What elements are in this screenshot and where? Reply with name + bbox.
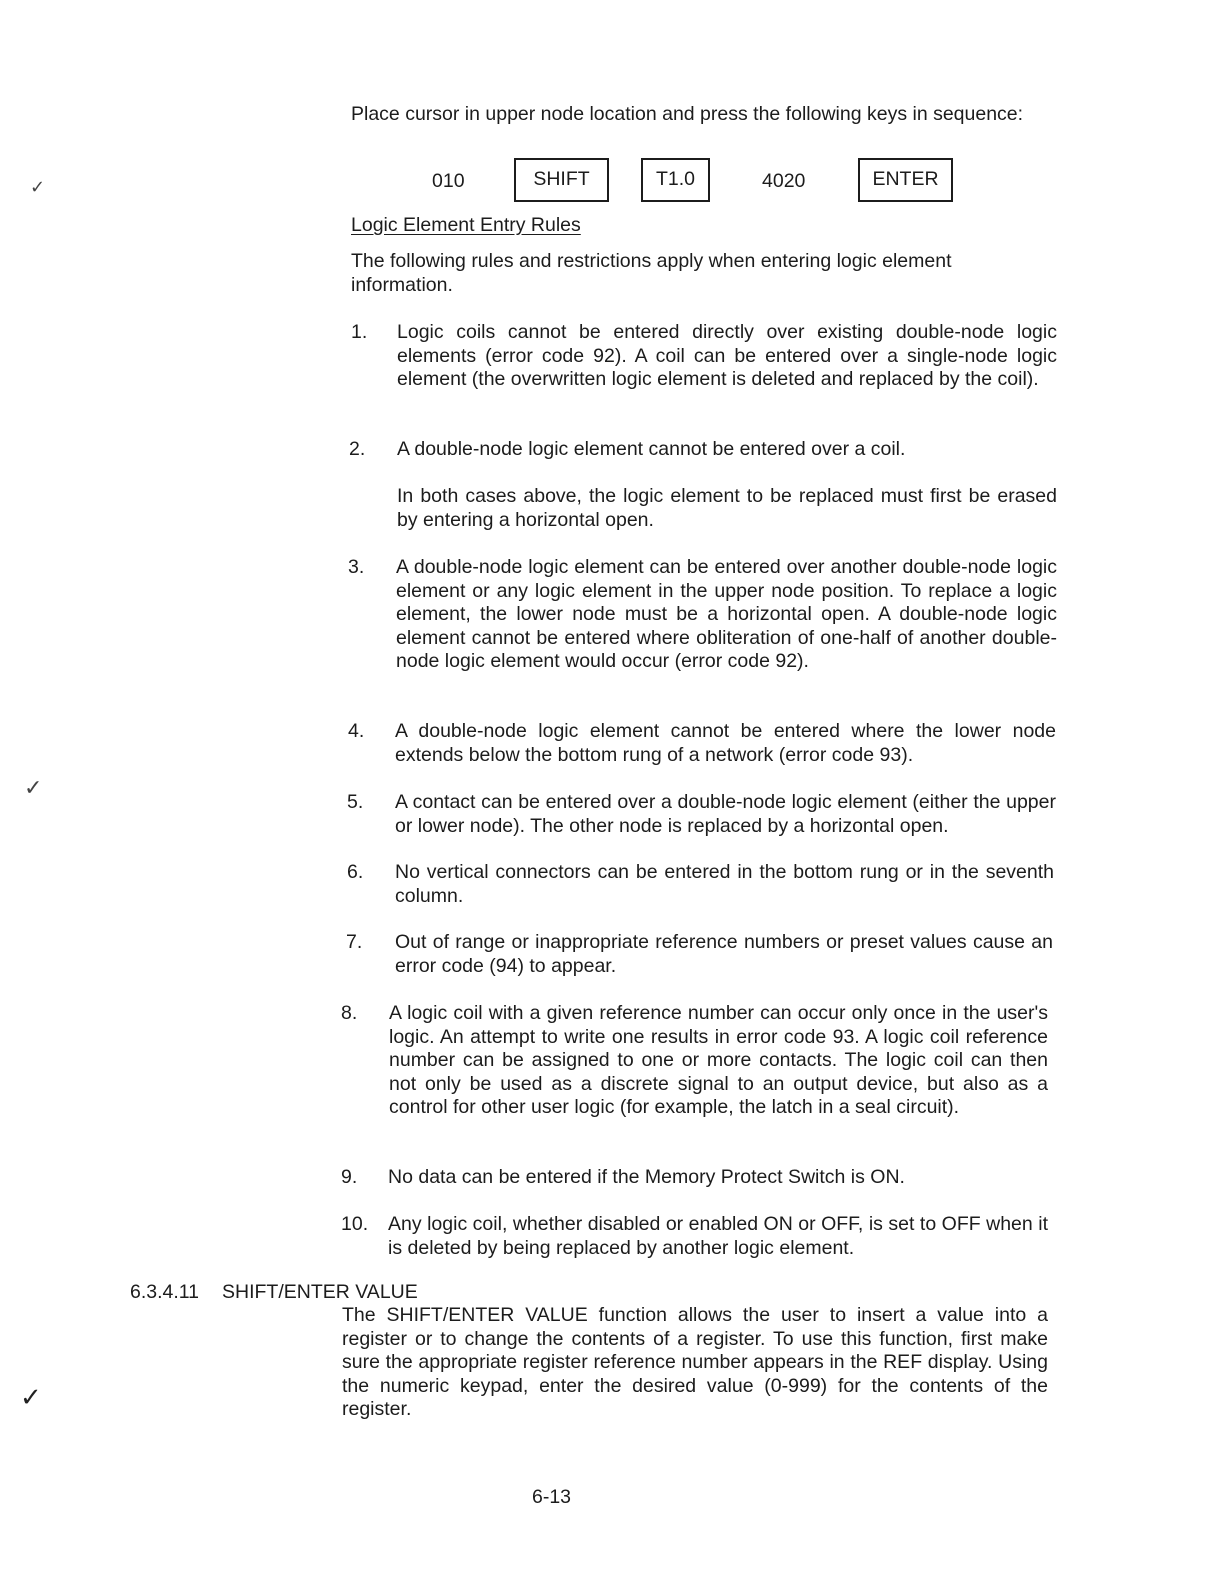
rules-heading: Logic Element Entry Rules (351, 214, 581, 236)
rule-number: 9. (341, 1166, 358, 1188)
section-body: The SHIFT/ENTER VALUE function allows the user to insert a value into a register or to change the contents of a register. To use this function, first make sure the appropriate register reference number appears in the REF display. Using the numeric keypad, enter the desired value (0-999) for the contents of the register. (342, 1304, 1048, 1420)
rule-note: In both cases above, the logic element to be replaced must first be erased by entering a horizontal open. (397, 485, 1057, 531)
rule-number: 10. (341, 1213, 369, 1235)
rule-number: 1. (351, 321, 368, 343)
rule-number: 7. (346, 931, 363, 953)
rule-text: A double-node logic element cannot be entered over a coil. (397, 438, 906, 460)
rules-intro: The following rules and restrictions apply when entering logic element information. (351, 250, 952, 296)
rule-number: 5. (347, 791, 364, 813)
rule-text: A logic coil with a given reference number can occur only once in the user's logic. An attempt to write one results in error code 93. A logic coil reference number can be assigned to one or more contacts. The logic coil can then not only be used as a discrete signal to an output device, but also as a control for other user logic (for example, the latch in a seal circuit). (389, 1002, 1048, 1118)
margin-mark-3: ✓ (20, 1382, 42, 1412)
rule-text: A double-node logic element cannot be entered where the lower node extends below the bottom rung of a network (error code 93). (395, 720, 1056, 766)
t1-0-key: T1.0 (641, 158, 710, 202)
margin-mark-2: ✓ (24, 775, 43, 800)
rule-number: 8. (341, 1002, 358, 1024)
key-sequence (351, 158, 1057, 206)
key-value-010: 010 (432, 170, 465, 192)
section-title: SHIFT/ENTER VALUE (222, 1281, 418, 1303)
rule-number: 4. (348, 720, 365, 742)
key-value-4020: 4020 (762, 170, 806, 192)
rule-number: 2. (349, 438, 366, 460)
section-number: 6.3.4.11 (130, 1281, 200, 1303)
intro-paragraph: Place cursor in upper node location and press the following keys in sequence: (351, 103, 1024, 125)
page-number: 6-13 (532, 1486, 572, 1508)
rule-text: No data can be entered if the Memory Protect Switch is ON. (388, 1166, 905, 1188)
rule-number: 6. (347, 861, 364, 883)
rule-text: Any logic coil, whether disabled or enabled ON or OFF, is set to OFF when it is deleted by being replaced by another logic element. (388, 1213, 1048, 1259)
rule-number: 3. (348, 556, 365, 578)
enter-key: ENTER (858, 158, 953, 202)
rule-text: No vertical connectors can be entered in the bottom rung or in the seventh column. (395, 861, 1054, 907)
rule-text: Out of range or inappropriate reference numbers or preset values cause an error code (94) to appear. (395, 931, 1053, 977)
margin-mark-1: ✓ (30, 177, 46, 197)
rule-text: A double-node logic element can be entered over another double-node logic element or any logic element in the upper node position. To replace a logic element, the lower node must be a horizontal open. A double-node logic element cannot be entered where obliteration of one-half of another double-node logic element would occur (error code 92). (396, 556, 1057, 672)
rule-text: A contact can be entered over a double-node logic element (either the upper or lower node). The other node is replaced by a horizontal open. (395, 791, 1056, 837)
shift-key: SHIFT (514, 158, 609, 202)
rule-text: Logic coils cannot be entered directly over existing double-node logic elements (error code 92). A coil can be entered over a single-node logic element (the overwritten logic element is deleted and replaced by the coil). (397, 321, 1057, 390)
